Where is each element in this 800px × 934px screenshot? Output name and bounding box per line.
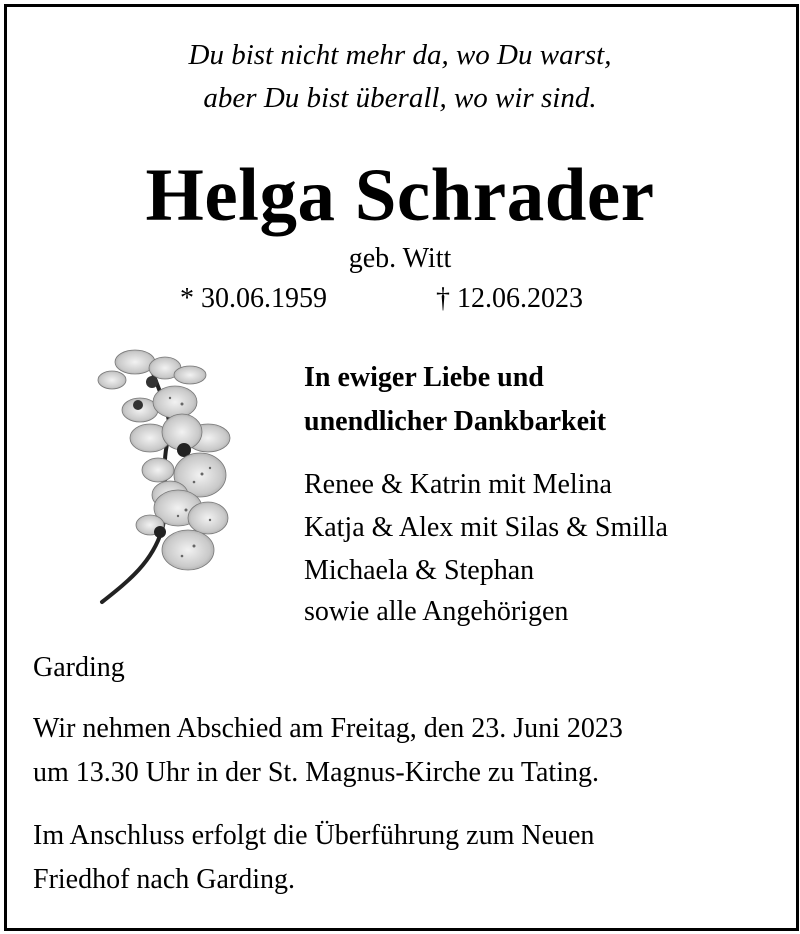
mourner-line: Katja & Alex mit Silas & Smilla [304, 512, 668, 543]
place: Garding [33, 652, 125, 683]
service-line-1: Wir nehmen Abschied am Freitag, den 23. Juni 2023 [33, 713, 623, 744]
deceased-name: Helga Schrader [145, 154, 655, 237]
death-date: † 12.06.2023 [436, 283, 583, 314]
transfer-line-2: Friedhof nach Garding. [33, 864, 296, 895]
service-line-2: um 13.30 Uhr in der St. Magnus-Kirche zu Tating. [33, 757, 599, 788]
dedication-line-2: unendlicher Dankbarkeit [304, 406, 607, 437]
transfer-line-1: Im Anschluss erfolgt die Überführung zum Neuen [33, 820, 595, 851]
birth-date: * 30.06.1959 [180, 283, 327, 314]
dedication-line-1: In ewiger Liebe und [304, 362, 544, 393]
mourner-line: sowie alle Angehörigen [304, 596, 569, 627]
mourner-line: Renee & Katrin mit Melina [304, 469, 612, 500]
motto-line-2: aber Du bist überall, wo wir sind. [203, 82, 597, 114]
motto-line-1: Du bist nicht mehr da, wo Du warst, [188, 39, 612, 71]
mourner-line: Michaela & Stephan [304, 555, 535, 586]
maiden-name: geb. Witt [348, 243, 452, 274]
orchid-branch-icon [90, 340, 240, 610]
